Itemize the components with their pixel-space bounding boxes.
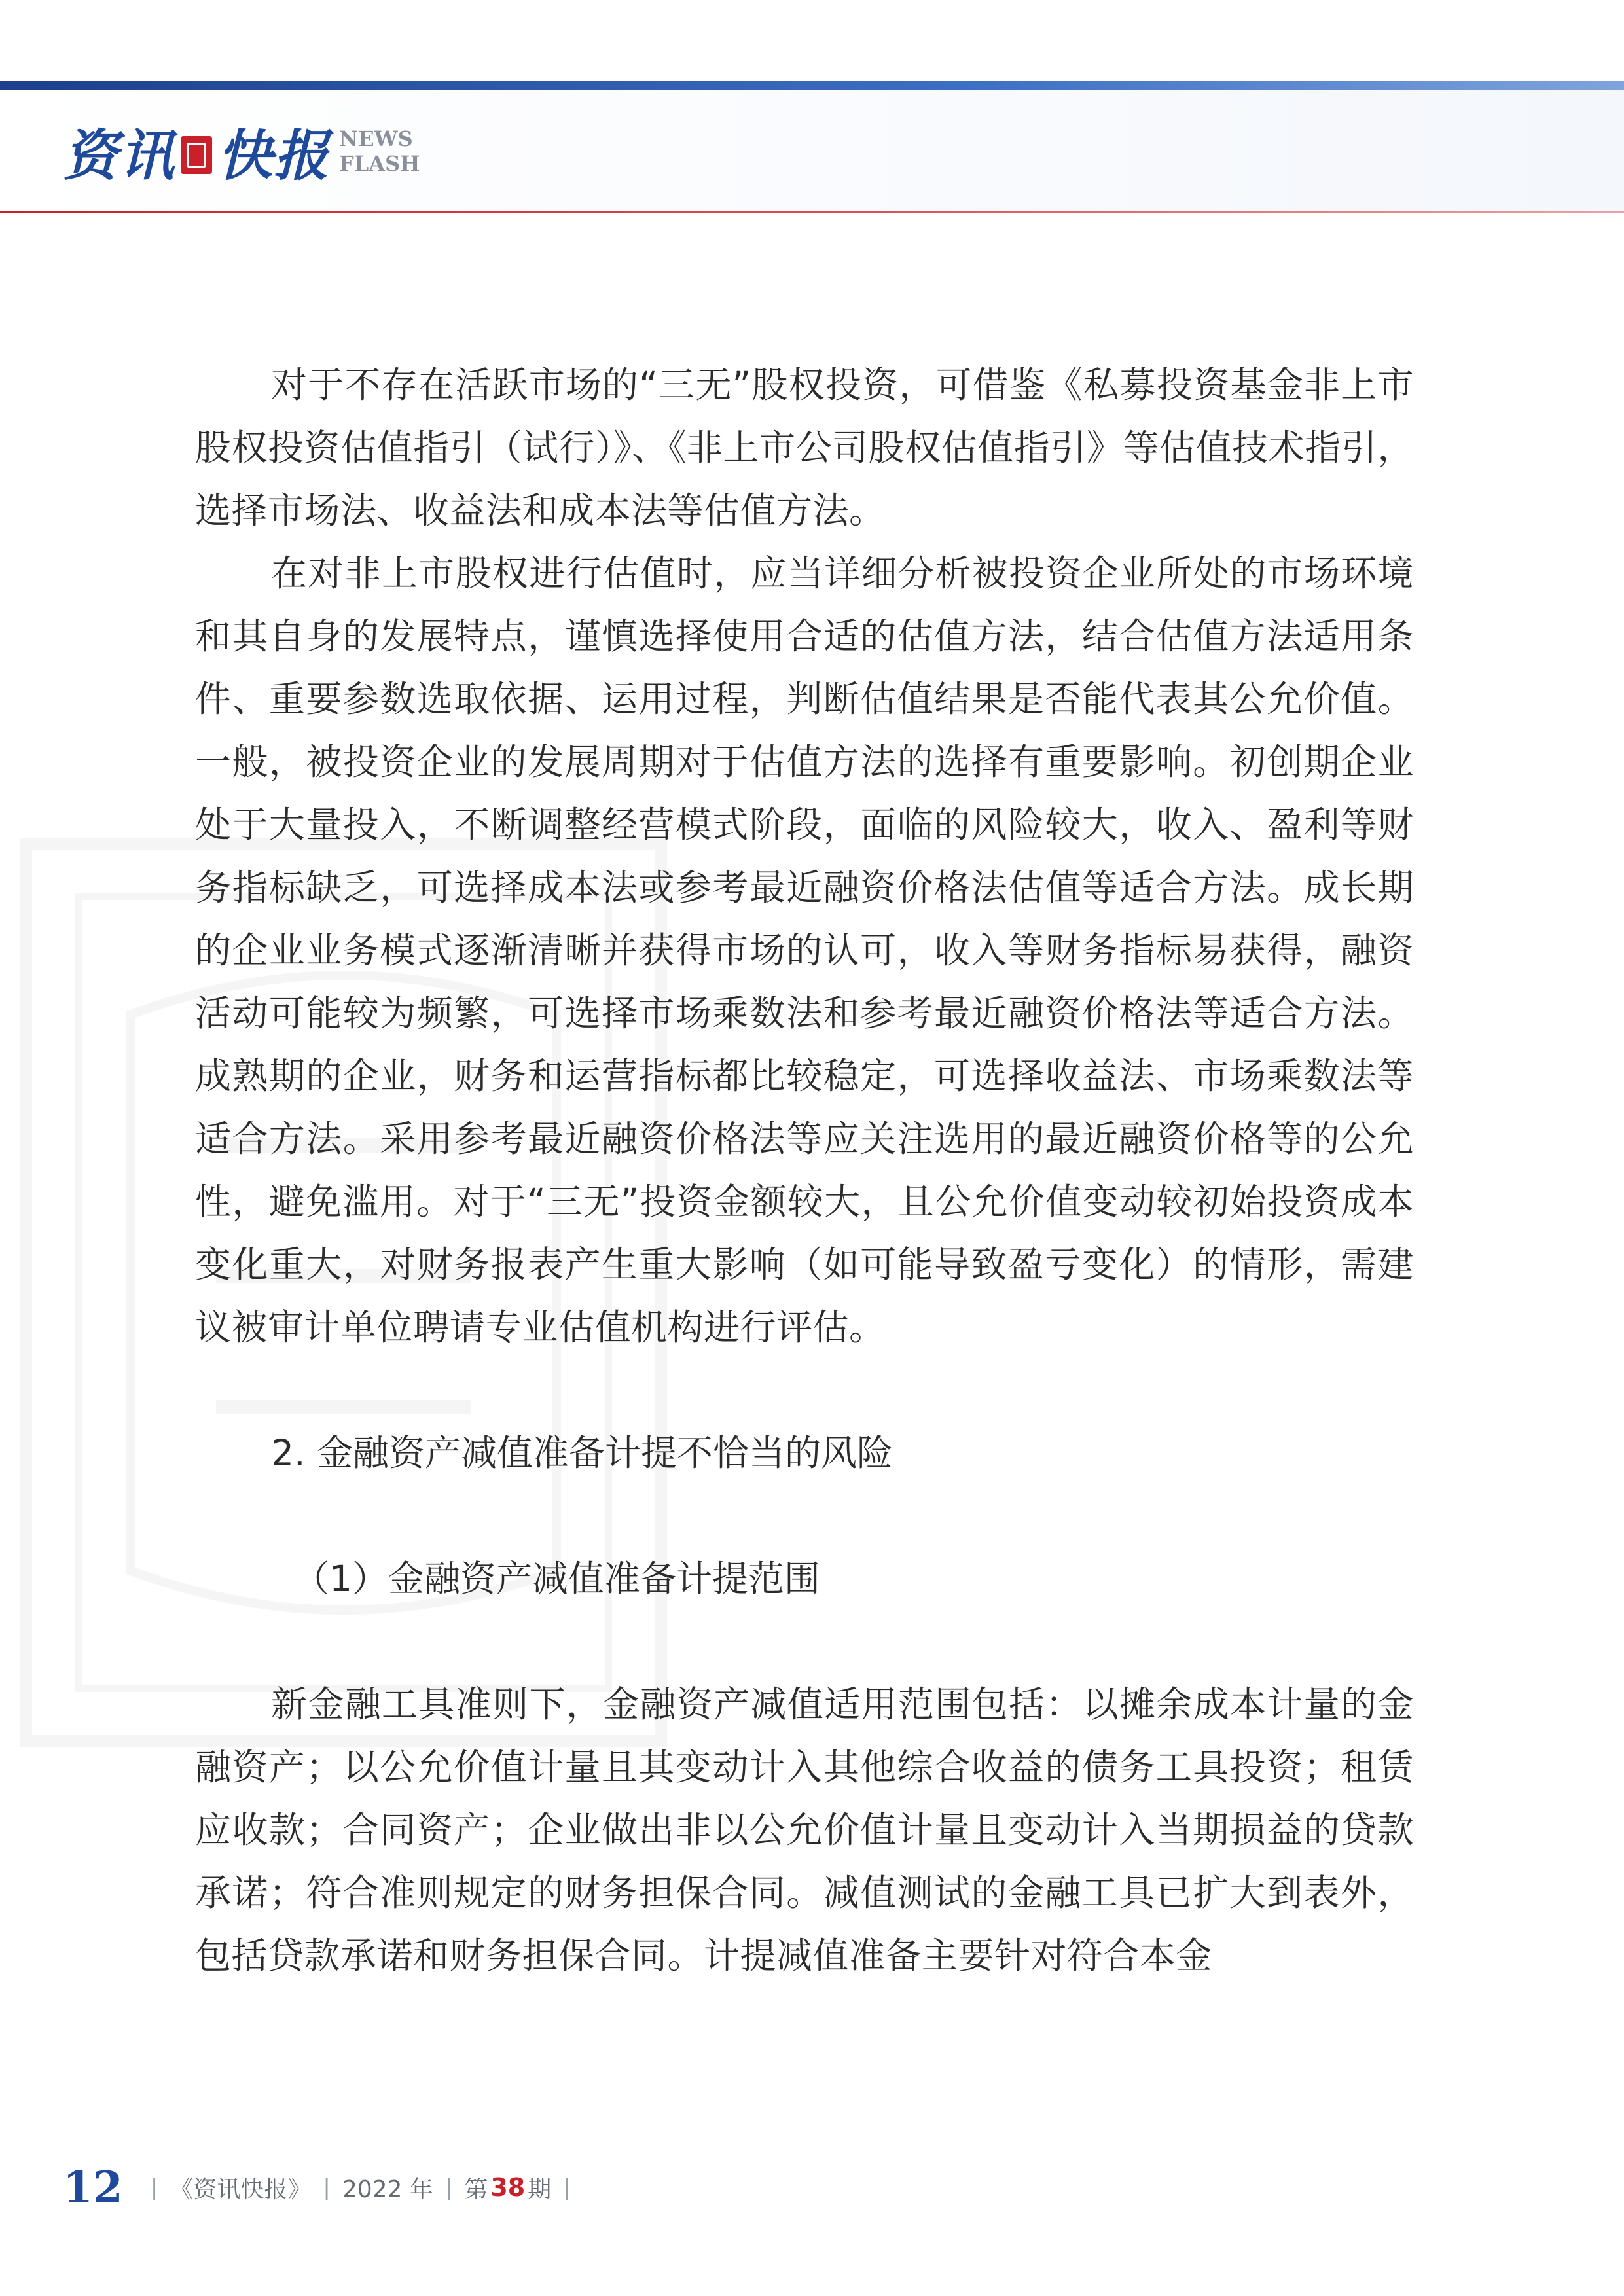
issue-number: 38	[490, 2173, 526, 2202]
top-accent-bar	[0, 81, 1624, 90]
masthead-logo	[63, 115, 420, 187]
page-number: 12	[63, 2162, 123, 2213]
section-heading-impairment-risk: 2. 金融资产减值准备计提不恰当的风险	[271, 1432, 893, 1474]
subsection-heading-impairment-scope: （1）金融资产减值准备计提范围	[293, 1558, 820, 1600]
page-footer	[63, 2156, 583, 2219]
footer-separator: |	[150, 2174, 158, 2200]
footer-separator: |	[323, 2174, 331, 2200]
issue-prefix: 第	[464, 2176, 488, 2203]
publication-year: 2022 年	[342, 2176, 433, 2203]
issue-suffix: 期	[528, 2176, 552, 2203]
logo-title-part2: 快报	[217, 122, 331, 188]
footer-separator: |	[444, 2174, 453, 2200]
logo-english	[339, 126, 420, 176]
article-body	[195, 353, 1414, 1987]
logo-en-line2: FLASH	[339, 151, 420, 176]
footer-separator: |	[563, 2174, 571, 2200]
header-divider	[0, 211, 1624, 213]
seal-icon	[181, 136, 212, 174]
paragraph-valuation-guidance: 对于不存在活跃市场的“三无”股权投资，可借鉴《私募投资基金非上市股权投资估值指引（试行）》、《非上市公司股权估值指引》等估值技术指引，选择市场法、收益法和成本法等估值方法。	[195, 364, 1414, 531]
logo-en-line1: NEWS	[339, 126, 413, 151]
paragraph-impairment-scope: 新金融工具准则下，金融资产减值适用范围包括：以摊余成本计量的金融资产；以公允价值计量且其变动计入其他综合收益的债务工具投资；租赁应收款；合同资产；企业做出非以公允价值计量且变动计入当期损益的贷款承诺；符合准则规定的财务担保合同。减值测试的金融工具已扩大到表外，包括贷款承诺和财务担保合同。计提减值准备主要针对符合本金	[195, 1683, 1414, 1977]
logo-title-part1: 资讯	[63, 122, 176, 188]
paragraph-valuation-method-selection: 在对非上市股权进行估值时，应当详细分析被投资企业所处的市场环境和其自身的发展特点，谨慎选择使用合适的估值方法，结合估值方法适用条件、重要参数选取依据、运用过程，判断估值结果是否能代表其公允价值。一般，被投资企业的发展周期对于估值方法的选择有重要影响。初创期企业处于大量投入，不断调整经营模式阶段，面临的风险较大，收入、盈利等财务指标缺乏，可选择成本法或参考最近融资价格法估值等适合方法。成长期的企业业务模式逐渐清晰并获得市场的认可，收入等财务指标易获得，融资活动可能较为频繁，可选择市场乘数法和参考最近融资价格法等适合方法。成熟期的企业，财务和运营指标都比较稳定，可选择收益法、市场乘数法等适合方法。采用参考最近融资价格法等应关注选用的最近融资价格等的公允性，避免滥用。对于“三无”投资金额较大，且公允价值变动较初始投资成本变化重大，对财务报表产生重大影响（如可能导致盈亏变化）的情形，需建议被审计单位聘请专业估值机构进行评估。	[195, 552, 1414, 1348]
publication-name: 《资讯快报》	[170, 2176, 312, 2203]
